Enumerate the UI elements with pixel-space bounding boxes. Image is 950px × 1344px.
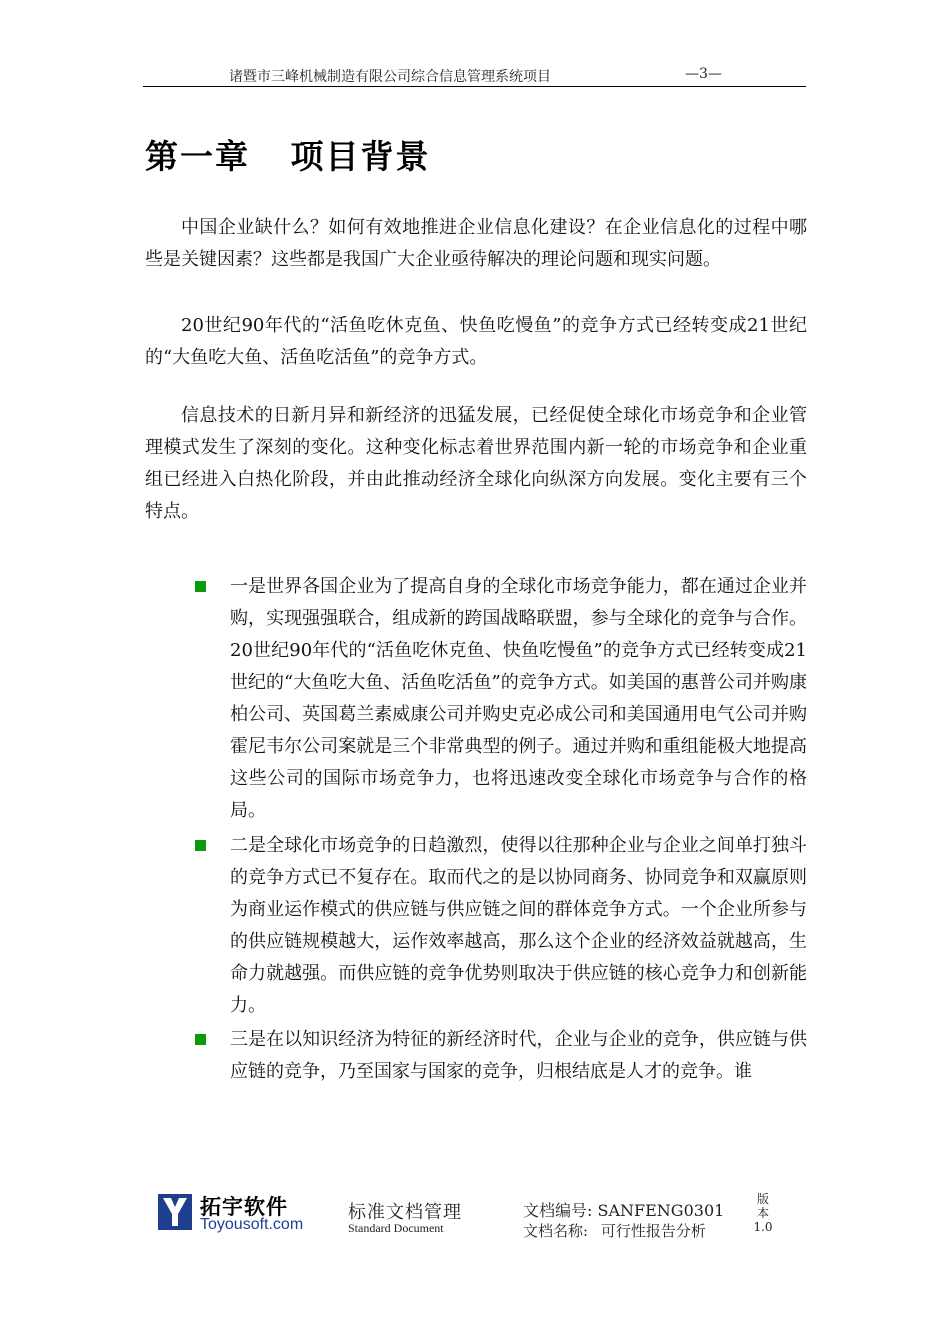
list-item-text: 三是在以知识经济为特征的新经济时代，企业与企业的竞争，供应链与供应链的竞争，乃至国家与国家的竞争，归根结底是人才的竞争。谁 (230, 1029, 807, 1082)
doc-number (523, 1198, 724, 1221)
list-item-text: 二是全球化市场竞争的日趋激烈，使得以往那种企业与企业之间单打独斗的竞争方式已不复存在。取而代之的是以协同商务、协同竞争和双赢原则为商业运作模式的供应链与供应链之间的群体竞争方式。一个企业所参与的供应链规模越大，运作效率越高，那么这个企业的经济效益就越高，生命力就越强。而供应链的竞争优势则取决于供应链的核心竞争力和创新能力。 (230, 835, 807, 1016)
version-label-1: 版 (756, 1192, 769, 1206)
list-item (195, 571, 807, 827)
paragraph: 20世纪90年代的“活鱼吃休克鱼、快鱼吃慢鱼”的竞争方式已经转变成21世纪的“大鱼吃大鱼、活鱼吃活鱼”的竞争方式。 (145, 315, 807, 368)
page-footer (0, 1186, 950, 1246)
standard-document-english: Standard Document (348, 1221, 444, 1235)
standard-document-label: 标准文档管理 (348, 1202, 462, 1223)
doc-name (523, 1220, 706, 1241)
toyousoft-logo-icon (158, 1194, 192, 1230)
list-item-text: 一是世界各国企业为了提高自身的全球化市场竞争能力，都在通过企业并购，实现强强联合，组成新的跨国战略联盟，参与全球化的竞争与合作。20世纪90年代的“活鱼吃休克鱼、快鱼吃慢鱼”的竞争方式已经转变成21世纪的“大鱼吃大鱼、活鱼吃活鱼”的竞争方式。如美国的惠普公司并购康柏公司、英国葛兰素威康公司并购史克必成公司和美国通用电气公司并购霍尼韦尔公司案就是三个非常典型的例子。通过并购和重组能极大地提高这些公司的国际市场竞争力，也将迅速改变全球化市场竞争与合作的格局。 (230, 576, 807, 821)
paragraph: 信息技术的日新月异和新经济的迅猛发展，已经促使全球化市场竞争和企业管理模式发生了深刻的变化。这种变化标志着世界范围内新一轮的市场竞争和企业重组已经进入白热化阶段，并由此推动经济全球化向纵深方向发展。变化主要有三个特点。 (145, 405, 807, 522)
version-value: 1.0 (753, 1220, 773, 1234)
bullet-list (195, 571, 807, 1088)
version-label-2: 本 (756, 1206, 769, 1220)
page-number: —3— (685, 66, 722, 82)
chapter-title: 第一章 项目背景 (145, 137, 431, 176)
doc-name-value: 可行性报告分析 (600, 1222, 706, 1240)
header-title: 诸暨市三峰机械制造有限公司综合信息管理系统项目 (229, 69, 551, 85)
doc-name-label: 文档名称: (523, 1222, 589, 1240)
logo-website: Toyousoft.com (200, 1216, 304, 1233)
doc-number-value: SANFENG0301 (597, 1201, 725, 1220)
doc-number-label: 文档编号: (523, 1201, 593, 1220)
logo-chinese-name: 拓宇软件 (200, 1195, 288, 1219)
square-bullet-icon (195, 1034, 206, 1045)
list-item (195, 830, 807, 1022)
square-bullet-icon (195, 840, 206, 851)
page-header (143, 62, 806, 87)
paragraph: 中国企业缺什么？如何有效地推进企业信息化建设？在企业信息化的过程中哪些是关键因素？这些都是我国广大企业亟待解决的理论问题和现实问题。 (145, 217, 807, 270)
version-block (752, 1192, 774, 1234)
list-item (195, 1024, 807, 1088)
square-bullet-icon (195, 581, 206, 592)
